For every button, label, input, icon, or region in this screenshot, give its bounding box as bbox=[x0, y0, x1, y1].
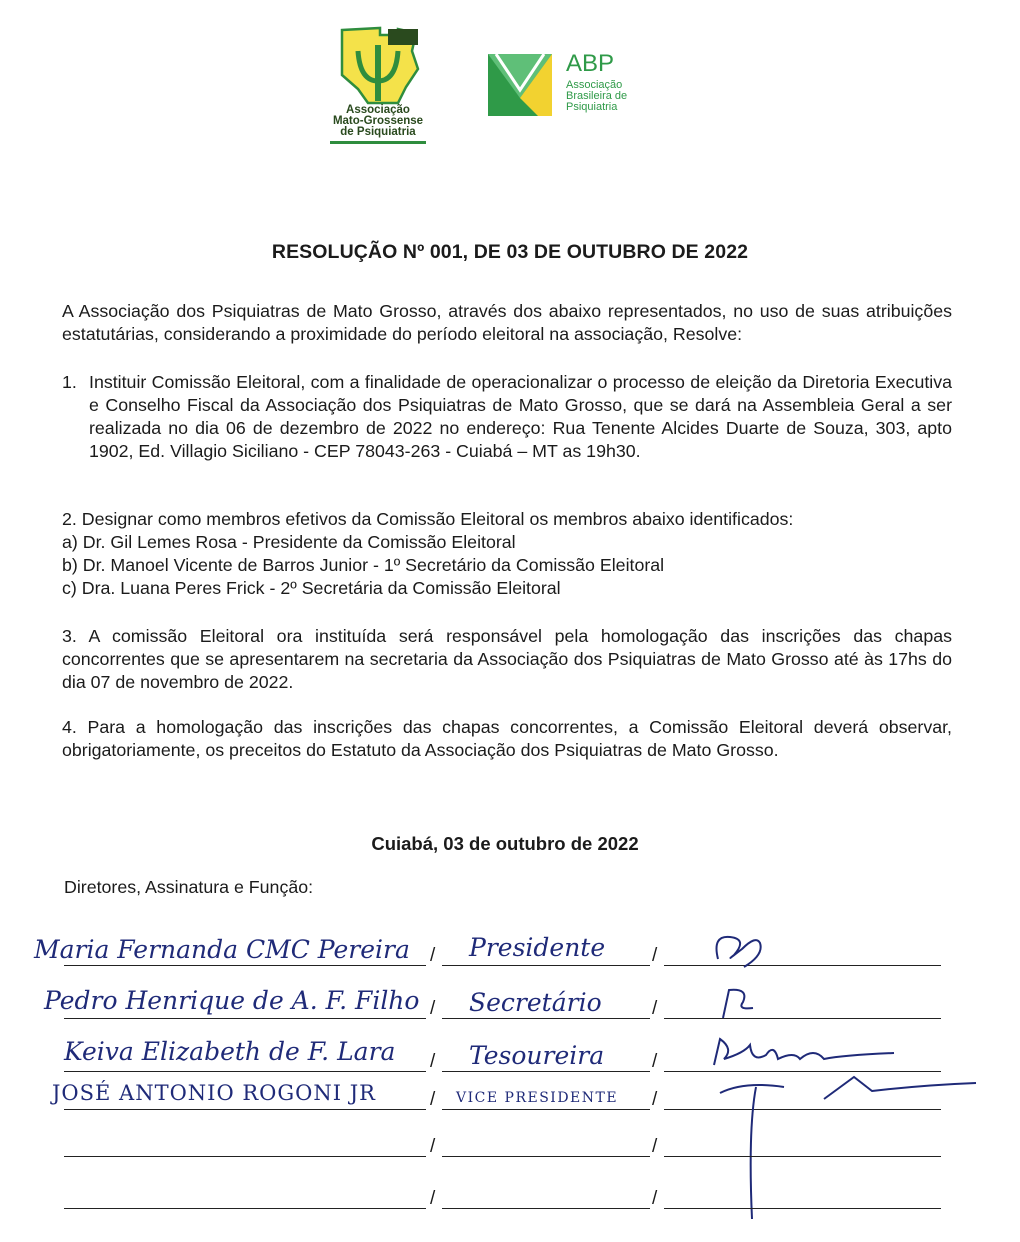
item-3: 3. A comissão Eleitoral ora instituída será responsável pela homologação das inscrições das chapas concorrentes que se apresentarem na secretaria da Associação dos Psiquiatras de Mato Grosso até às 17hs do dia 07 de novembro de 2022. bbox=[62, 626, 952, 692]
director-role: VICE PRESIDENTE bbox=[456, 1090, 619, 1106]
member-b: b) Dr. Manoel Vicente de Barros Junior - 1º Secretário da Comissão Eleitoral bbox=[62, 555, 665, 575]
member-c: c) Dra. Luana Peres Frick - 2º Secretária da Comissão Eleitoral bbox=[62, 578, 561, 598]
member-a: a) Dr. Gil Lemes Rosa - Presidente da Comissão Eleitoral bbox=[62, 532, 516, 552]
signature-row: Maria Fernanda CMC Pereira / Presidente / bbox=[64, 943, 944, 967]
resolution-title: RESOLUÇÃO Nº 001, DE 03 DE OUTUBRO DE 2022 bbox=[271, 241, 749, 263]
abp-acronym: ABP bbox=[566, 50, 615, 77]
abp-logo-line: Psiquiatria bbox=[566, 101, 618, 113]
signature-row: Pedro Henrique de A. F. Filho / Secretário / bbox=[64, 996, 944, 1020]
amp-logo-line: Associação bbox=[346, 104, 410, 116]
sign-label: Diretores, Assinatura e Função: bbox=[64, 877, 314, 897]
abp-emblem-icon bbox=[486, 50, 556, 120]
director-name: Pedro Henrique de A. F. Filho bbox=[44, 986, 420, 1015]
item-1-text: Instituir Comissão Eleitoral, com a finalidade de operacionalizar o processo de eleição da Diretoria Executiva e Conselho Fiscal da Associação dos Psiquiatras de Mato Grosso, que se dará na Assembleia Geral a ser realizada no dia 06 de dezembro de 2022 no endereço: Rua Tenente Alcides Duarte de Souza, 303, apto 1902, Ed. Villagio Siciliano - CEP 78043-263 - Cuiabá – MT as 19h30. bbox=[89, 372, 952, 461]
item-1 bbox=[62, 371, 952, 463]
sign-date: Cuiabá, 03 de outubro de 2022 bbox=[371, 833, 639, 854]
signature-row: JOSÉ ANTONIO ROGONI JR / VICE PRESIDENTE / bbox=[64, 1087, 944, 1111]
signature-row: / / bbox=[64, 1134, 944, 1158]
abp-logo-line: Associação bbox=[566, 79, 623, 91]
director-role: Tesoureira bbox=[469, 1041, 605, 1070]
director-role: Secretário bbox=[469, 988, 602, 1017]
abp-logo-line: Brasileira de bbox=[566, 90, 628, 102]
amp-logo bbox=[328, 25, 428, 150]
amp-logo-line: Mato-Grossense bbox=[332, 115, 424, 127]
amp-logo-line: de Psiquiatria bbox=[340, 126, 416, 138]
signature-mark bbox=[704, 929, 784, 974]
abp-logo bbox=[486, 50, 646, 120]
director-name: Keiva Elizabeth de F. Lara bbox=[64, 1037, 396, 1066]
signature-mark bbox=[704, 1029, 904, 1074]
item-1-number: 1. bbox=[62, 372, 77, 392]
signature-row: Keiva Elizabeth de F. Lara / Tesoureira / bbox=[64, 1049, 944, 1073]
item-4: 4. Para a homologação das inscrições das chapas concorrentes, a Comissão Eleitoral deverá observar, obrigatoriamente, os preceitos do Estatuto da Associação dos Psiquiatras de Mato Grosso. bbox=[62, 717, 952, 760]
psi-symbol-icon bbox=[328, 25, 428, 107]
item-2 bbox=[62, 508, 952, 600]
signature-row: / / bbox=[64, 1186, 944, 1210]
signature-mark bbox=[709, 984, 779, 1024]
item-2-text: 2. Designar como membros efetivos da Comissão Eleitoral os membros abaixo identificados: bbox=[62, 509, 794, 529]
director-role: Presidente bbox=[469, 933, 606, 962]
director-name: Maria Fernanda CMC Pereira bbox=[34, 935, 410, 964]
intro-paragraph: A Associação dos Psiquiatras de Mato Grosso, através dos abaixo representados, no uso de suas atribuições estatutárias, considerando a proximidade do período eleitoral na associação, Resolve: bbox=[62, 301, 952, 344]
director-name: JOSÉ ANTONIO ROGONI JR bbox=[52, 1081, 376, 1105]
